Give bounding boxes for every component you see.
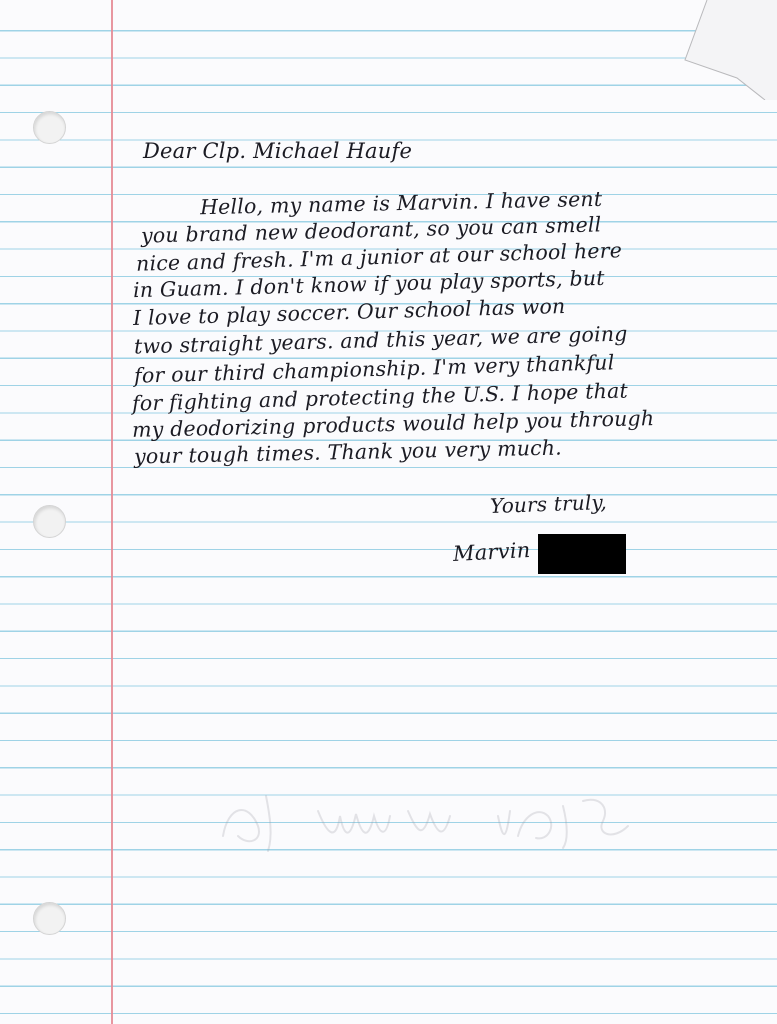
letter-line-9: my deodorizing products would help you through [131,406,655,442]
letter-line-10: your tough times. Thank you very much. [133,435,563,469]
letter-closing: Yours truly, [489,489,608,519]
punch-hole-bottom [33,902,66,935]
letter-salutation: Dear Clp. Michael Haufe [143,139,413,163]
redaction-bar [538,534,626,574]
margin-line [111,0,113,1024]
ink-bleed-through [218,786,638,856]
letter-line-4: in Guam. I don't know if you play sports, but [132,265,605,303]
letter-line-2: you brand new deodorant, so you can smell [140,212,602,248]
letter-line-3: nice and fresh. I'm a junior at our school here [135,238,623,276]
letter-line-1: Hello, my name is Marvin. I have sent [199,186,603,220]
letter-line-7: for our third championship. I'm very thankful [133,350,615,388]
signature: Marvin [452,537,531,567]
letter-line-8: for fighting and protecting the U.S. I hope that [131,378,629,416]
folded-corner [677,0,777,100]
punch-hole-top [33,111,66,144]
letter-line-6: two straight years. and this year, we are going [133,321,628,359]
letter-line-5: I love to play soccer. Our school has won [132,293,566,331]
punch-hole-middle [33,505,66,538]
